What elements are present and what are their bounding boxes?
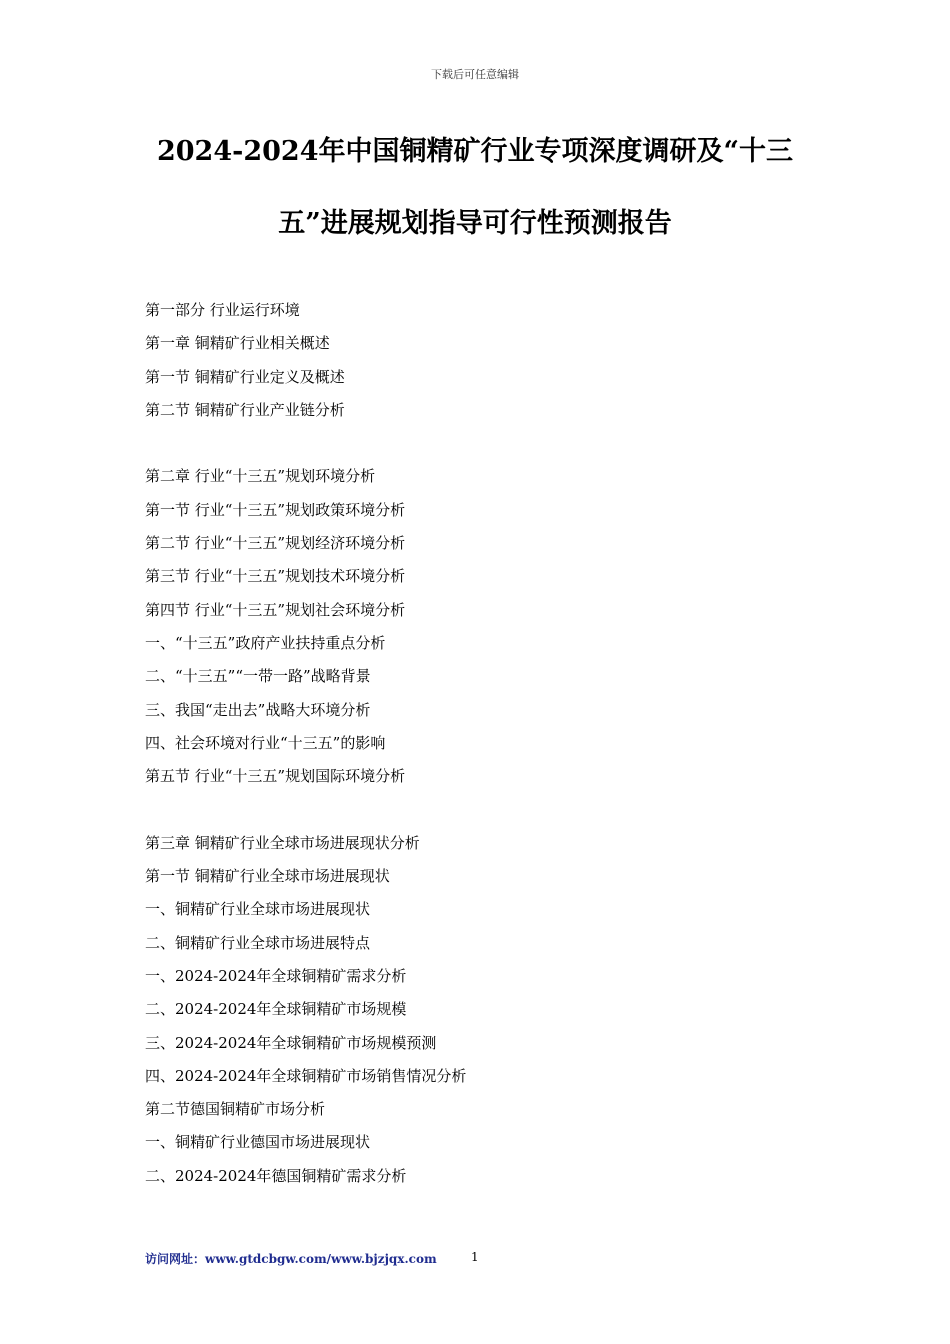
toc-item: 二、“十三五”“一带一路”战略背景 (145, 667, 371, 686)
toc-item: 一、“十三五”政府产业扶持重点分析 (145, 633, 386, 652)
toc-item: 一、铜精矿行业全球市场进展现状 (145, 900, 371, 919)
header-note: 下载后可任意编辑 (431, 68, 519, 81)
toc-item: 第二节德国铜精矿市场分析 (145, 1100, 326, 1119)
toc-item: 一、2024-2024年全球铜精矿需求分析 (145, 966, 407, 985)
report-title-line-2: 五”进展规划指导可行性预测报告 (278, 208, 672, 239)
toc-item: 第二节 行业“十三五”规划经济环境分析 (145, 534, 406, 553)
toc-item: 一、铜精矿行业德国市场进展现状 (145, 1133, 371, 1152)
report-title-line-1: 2024-2024年中国铜精矿行业专项深度调研及“十三 (156, 136, 794, 167)
toc-item: 三、我国“走出去”战略大环境分析 (145, 700, 371, 719)
toc-item: 第二章 行业“十三五”规划环境分析 (145, 467, 376, 486)
toc-spacer (145, 797, 845, 830)
toc-item: 第四节 行业“十三五”规划社会环境分析 (145, 600, 406, 619)
toc-item: 第三章 铜精矿行业全球市场进展现状分析 (145, 833, 420, 852)
toc-item: 第一节 铜精矿行业定义及概述 (145, 367, 345, 386)
toc-item: 第一节 行业“十三五”规划政策环境分析 (145, 500, 406, 519)
page-number: 1 (471, 1250, 479, 1264)
toc-item: 二、2024-2024年德国铜精矿需求分析 (145, 1166, 407, 1185)
toc-item: 第一章 铜精矿行业相关概述 (145, 334, 330, 353)
footer-website-link[interactable]: 访问网址：www.gtdcbgw.com/www.bjzjqx.com (145, 1252, 437, 1266)
toc-item: 第五节 行业“十三五”规划国际环境分析 (145, 767, 406, 786)
toc-item: 第二节 铜精矿行业产业链分析 (145, 400, 345, 419)
toc-item: 四、2024-2024年全球铜精矿市场销售情况分析 (145, 1066, 467, 1085)
toc-item: 第三节 行业“十三五”规划技术环境分析 (145, 567, 406, 586)
toc-item: 二、2024-2024年全球铜精矿市场规模 (145, 1000, 407, 1019)
toc-item: 第一部分 行业运行环境 (145, 301, 300, 319)
toc-spacer (145, 431, 845, 464)
table-of-contents (145, 298, 845, 1197)
toc-item: 四、社会环境对行业“十三五”的影响 (145, 733, 386, 752)
toc-item: 二、铜精矿行业全球市场进展特点 (145, 933, 371, 952)
toc-item: 三、2024-2024年全球铜精矿市场规模预测 (145, 1033, 437, 1052)
toc-item: 第一节 铜精矿行业全球市场进展现状 (145, 867, 390, 886)
